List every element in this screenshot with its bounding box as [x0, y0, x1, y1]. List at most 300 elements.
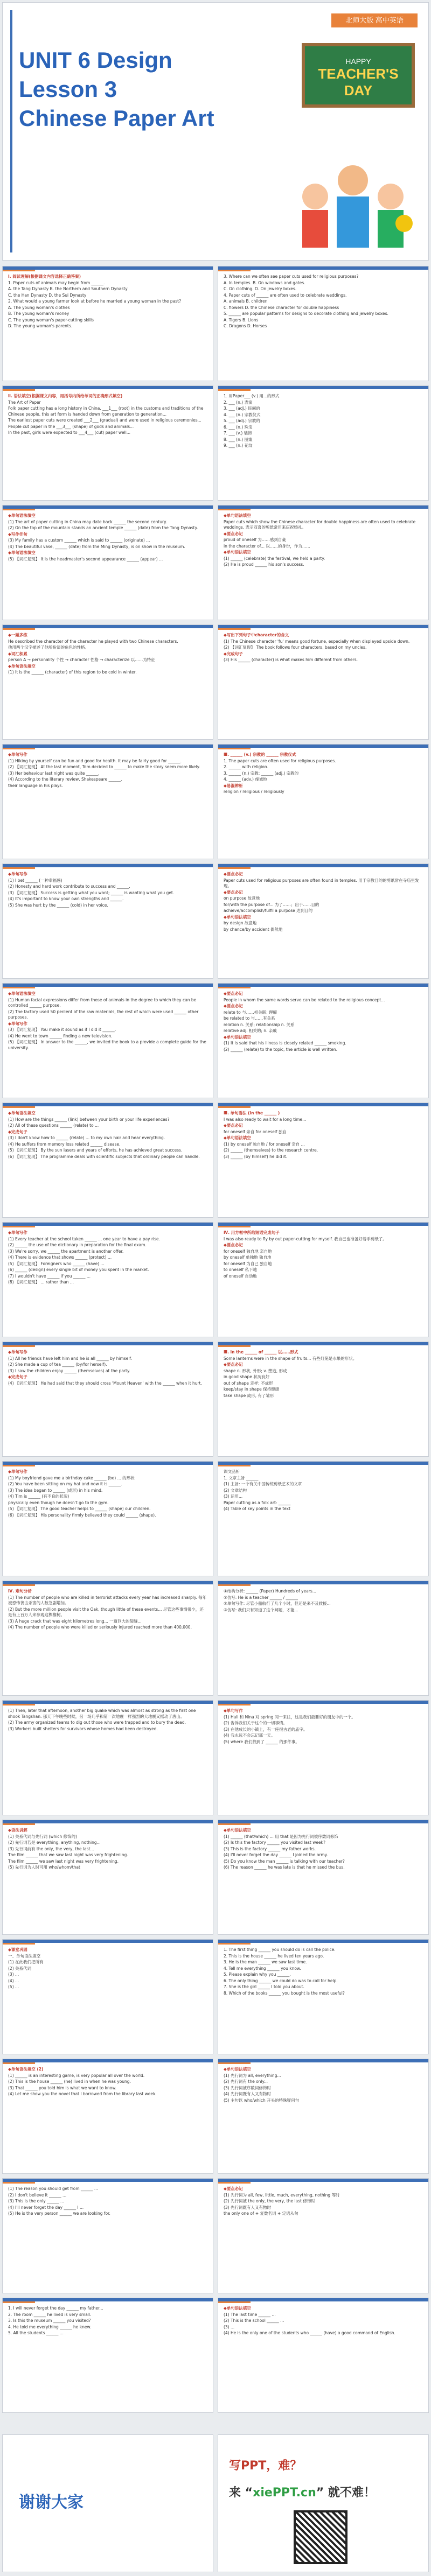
- slide-line: (2) I don't believe it ______ ...: [8, 2192, 67, 2198]
- slide-line: (4) He is the only one of the students who ______ (have) a good command of English.: [224, 2331, 395, 2335]
- slide-line: (1) The art of paper cutting in China may date back ______ the second century.: [8, 519, 167, 524]
- slide-line: (3) My family has a custom ______ which is said to ______ (originate) ...: [8, 538, 150, 543]
- slide-line: (2) 【词汇复现】 The book follows four characters, based on my uncles.: [224, 645, 367, 650]
- slide-line: relative adj. 相关的; n. 亲戚: [224, 1028, 277, 1033]
- slide-line: (5) He is the very person ______ we are looking for.: [8, 2211, 110, 2216]
- slide-line: (3) We're sorry, we ______ the apartment is another offer.: [8, 1248, 124, 1254]
- slide-accent-bar: [3, 509, 35, 510]
- promo-prefix: 来 “: [229, 2486, 253, 2500]
- slide-line: (2) You have been sitting on my hat and now it is ______.: [8, 1482, 122, 1486]
- slide-line: 4. ___ (n.) 宗教仪式: [224, 412, 261, 417]
- slide-body: [8, 1708, 207, 1807]
- slide-body: [8, 1947, 207, 2046]
- slide-accent-bar: [218, 2182, 251, 2184]
- slide: [218, 2178, 429, 2293]
- slide-line: 1. 文章主旨 ______: [224, 1475, 259, 1480]
- slide-line: (6) 【词汇复现】 His personality firmly believed they could ______ (shape).: [8, 1512, 156, 1518]
- slide-accent-bar: [3, 748, 35, 749]
- slide-line: (2) This is the school ______ ...: [224, 2318, 284, 2323]
- slide-body: [224, 394, 423, 493]
- slide-line: ◆要点必记: [224, 872, 243, 876]
- slide-line: ◆单句写作: [8, 872, 27, 876]
- slide-line: (4) He suffers from memory loss related ______ disease.: [8, 1141, 121, 1147]
- slide-line: (5) 【词汇复现】 By the sun lasers and years of efforts, he has achieved great success.: [8, 1148, 183, 1153]
- slide-line: (2) 先行词若是 everything, anything, nothing...: [8, 1840, 101, 1845]
- slide: [2, 2298, 213, 2413]
- slide-line: (5) 【词汇复现】 It is the headmaster's second appearance ______ (appear) ...: [8, 556, 163, 561]
- slide-line: by design 故意地: [224, 921, 257, 925]
- slide-accent-bar: [218, 270, 251, 271]
- slide-line: 2. The room ______ he lived is very small.: [8, 2312, 92, 2317]
- slide-line: Some lanterns were in the shape of fruits... 有些灯笼是水果的形状。: [224, 1356, 357, 1361]
- slide-line: (3) 【词汇复现】 Success is getting what you want; ______ is wanting what you get.: [8, 890, 175, 895]
- slide-body: [8, 1111, 207, 1210]
- slide-line: (2) ______ (relate) to the topic, the article is well written.: [224, 1047, 337, 1052]
- slide-line: (5) 【词汇复现】 Foreigners who ______ (have) ...: [8, 1261, 105, 1266]
- slide-line: 7. She is the girl ______ I told you about.: [224, 1984, 304, 1989]
- slide-line: their language in his plays.: [8, 783, 63, 788]
- slide-line: ◆单句语法填空: [224, 914, 251, 920]
- slide-line: ◆单句语法填空: [8, 663, 36, 669]
- slide-line: 1. 用Paper___ (v.) 用...的形式: [224, 394, 280, 398]
- slide-line: of oneself 自动地: [224, 1273, 257, 1279]
- slide-line: ◆单句写作: [8, 1021, 27, 1026]
- slide-line: (1) 在此我们把所有: [8, 1960, 44, 1964]
- slide-line: Ⅱ. 语法填空(根据课文内容，用括号内所给单词的正确形式填空): [8, 394, 123, 398]
- slide-accent-bar: [3, 270, 35, 271]
- slide-line: ◆单句语法填空: [8, 513, 36, 518]
- slide: [218, 1342, 429, 1457]
- slide: [2, 1461, 213, 1576]
- slide-accent-bar: [3, 1345, 35, 1347]
- slide-accent-bar: [218, 2301, 251, 2303]
- slide-line: (2) This is the house ______ (he) lived in when he was young.: [8, 2079, 131, 2084]
- slide-line: ◆写出下列句子中character的含义: [224, 633, 289, 637]
- slide-line: 4. ______ (adv.) 虔诚地: [224, 777, 267, 782]
- slide-line: 4. Paper cuts of ______ are often used to celebrate weddings.: [224, 292, 347, 298]
- slide-line: (1) by oneself 独自地 / for oneself 亲自 ...: [224, 1141, 305, 1147]
- slide-body: [8, 513, 207, 612]
- slide-line: 5. ___ (adj.) 宗教的: [224, 418, 260, 423]
- slide-line: 3. He is the man ______ we saw last time.: [224, 1960, 307, 1964]
- slide-line: (1) 先行词为 all, everything...: [224, 2073, 281, 2078]
- slide-line: relation n. 关系; relationship n. 关系: [224, 1022, 295, 1027]
- slide-line: A. Tigers B. Lions: [224, 317, 259, 322]
- slide-line: ◆要点必记: [224, 991, 243, 996]
- slide: [218, 1461, 429, 1576]
- slide: [2, 1700, 213, 1815]
- slide: [218, 2059, 429, 2174]
- slide-line: 1. The paper cuts are often used for religious purposes.: [224, 758, 336, 763]
- slide-line: (1) It is said that his illness is closely related ______ smoking.: [224, 1041, 346, 1045]
- slide-line: ◆要点必记: [224, 889, 243, 895]
- slide-line: 1. I will never forget the day ______ my father...: [8, 2306, 103, 2311]
- slide-line: for oneself 独自地 亲自地: [224, 1248, 272, 1254]
- slide-line: (3) 先行词被序数词修饰时: [224, 2085, 272, 2090]
- slide-line: to oneself 私下地: [224, 1267, 257, 1272]
- slide-body: [224, 2306, 423, 2405]
- slide: [2, 1939, 213, 2054]
- slide-line: (1) How are the things ______ (link) between your birth or your life experiences?: [8, 1117, 170, 1122]
- slide-line: (3) This is the only ______ ...: [8, 2199, 65, 2203]
- slide-line: C. The young woman's paper-cutting skills: [8, 317, 94, 322]
- slide: [2, 983, 213, 1098]
- slide-line: (1) Every teacher at the school taken ______ ... one year to have a pay rise.: [8, 1236, 161, 1241]
- slide-line: (2) 关系代词: [8, 1966, 32, 1971]
- slide-line: 2. What would a young farmer look at before he married a young woman in the past?: [8, 299, 182, 304]
- slide-accent-bar: [3, 1943, 35, 1945]
- slide-line: (2) She made a cup of tea ______ (by/for herself).: [8, 1362, 107, 1367]
- slide-line: (3) I saw the children enjoy ______ (themselves) at the party.: [8, 1368, 130, 1373]
- slide-line: 4. He told me everything ______ he knew.: [8, 2324, 92, 2329]
- slide-line: (1) Human facial expressions differ from those of animals in the degree to which they can be controlled ______ purpose.: [8, 997, 197, 1008]
- slide-line: ◆单句写作: [8, 1469, 27, 1474]
- slide-line: He described the character of the character he played with two Chinese characters.: [8, 638, 178, 644]
- slide: [218, 266, 429, 381]
- qr-code: [294, 2510, 347, 2564]
- slide-line: keep/stay in shape 保持健康: [224, 1387, 280, 1392]
- slide-line: D. The young woman's parents.: [8, 324, 73, 328]
- slide: [2, 864, 213, 979]
- slide-line: (3) That ______ you told him is what we want to know.: [8, 2085, 117, 2090]
- slide-line: (4) According to the literary review, Shakespeare ______.: [8, 777, 122, 782]
- slide-line: religion / religious / religiously: [224, 789, 284, 794]
- slide-line: B. The young woman's money: [8, 311, 69, 316]
- slide-line: (1) It is the ______ (character) of this region to be cold in winter.: [8, 670, 137, 675]
- slide-line: (1) The reason you should get from ______ ...: [8, 2186, 99, 2191]
- slide-line: (2) All of these questions ______ (relate) to ...: [8, 1123, 99, 1128]
- slide-line: 9. ___ (n.) 花纹: [224, 443, 253, 448]
- slide: [2, 624, 213, 740]
- slide-line: (1) ______ is an interesting game, is very popular all over the world.: [8, 2073, 145, 2078]
- slide-body: [8, 2186, 207, 2285]
- slide-line: A. the Tang Dynasty B. the Northern and Southern Dynasty: [8, 286, 128, 291]
- slide-line: (2) 告诉我们关于这个的一切事情。: [224, 1721, 288, 1725]
- slide-line: (4) Table of key points in the text: [224, 1506, 291, 1511]
- slide-line: (2) The army organized teams to dig out those who were trapped and to bury the dead.: [8, 1720, 186, 1725]
- slide-line: Ⅰ. 阅读理解(根据课文内容选择正确答案): [8, 274, 81, 279]
- slide-line: (2) But the more million people visit the Oak, though little of these events... 尽管这些事情很少，还是有上百万人来参观这棵橡树。: [8, 1606, 204, 1617]
- slide-line: A. animals B. children: [224, 299, 268, 304]
- slide-line: (2) 【词汇复现】 At the last moment, Tom decided to ______ to make the story seem more likely.: [8, 764, 200, 769]
- slide-line: A. The young woman's clothes: [8, 305, 70, 310]
- slide-line: ◆单句写作: [8, 752, 27, 757]
- slide-body: [224, 1469, 423, 1568]
- slide-line: (1) 先行词为 all, few, little, much, everything, nothing 等时: [224, 2192, 340, 2198]
- slide-line: (5) ...: [8, 1984, 19, 1989]
- slide-body: [8, 1469, 207, 1568]
- slide-body: [8, 274, 207, 373]
- slide-line: for/with the purpose of... 为了……；出于……目的: [224, 902, 319, 907]
- slide-line: ◆写作佳句: [8, 531, 27, 537]
- slide-line: person A → personality 个性 → character 性格 → characterize 以……为特征: [8, 657, 155, 662]
- slide-line: (2) On the top of the mountain stands an ancient temple ______ (date) from the Tang Dynasty.: [8, 525, 198, 530]
- slide-body: [8, 872, 207, 971]
- teachers-day-board: [302, 43, 415, 108]
- slide-line: (1) The last time ______ ...: [224, 2312, 276, 2317]
- slide-body: [224, 1947, 423, 2046]
- slide: [2, 385, 213, 501]
- slide-line: physically even though he doesn't go to the gym.: [8, 1500, 109, 1505]
- slide-line: (5) She was hurt by the ______ (cold) in her voice.: [8, 902, 108, 908]
- slide-line: ◆要点必记: [224, 2186, 243, 2191]
- slide-accent-bar: [218, 1345, 251, 1347]
- slide: [218, 1581, 429, 1696]
- slide-line: 3. Where can we often see paper cuts used for religious purposes?: [224, 274, 359, 279]
- slide-body: [8, 752, 207, 851]
- slide-line: 7. ___ (v.) 装饰: [224, 431, 252, 436]
- thanks-slide: [2, 2434, 213, 2572]
- slide-line: for oneself 亲自 for oneself 独自: [224, 1129, 287, 1134]
- slide-line: 1. The first thing ______ you should do is call the police.: [224, 1947, 336, 1952]
- slide-line: (3) I don't know how to ______ (relate) ... to my own hair and hear everything.: [8, 1135, 165, 1140]
- slide-line: 2. ___ (n.) 表演: [224, 399, 253, 405]
- slide-line: ◆完成句子: [224, 651, 243, 656]
- cover-slide: [2, 2, 429, 261]
- slide-line: (1) The number of people who are killed in terrorist attacks every year has increased sharply. 每年被恐怖袭击杀害的人数急剧增加。: [8, 1595, 207, 1605]
- slide-accent-bar: [3, 389, 35, 391]
- slide-line: (1) Hali 和 Nina 对 spring 同一来往，这是我们最要好的朋友中的一个。: [224, 1714, 356, 1719]
- slide-line: Ⅳ. 难句分析: [8, 1589, 32, 1594]
- slide-line: ◆易混辨析: [224, 783, 243, 788]
- slide-line: on purpose 故意地: [224, 896, 260, 901]
- slide-line: (4) It's important to know your own strengths and ______.: [8, 896, 124, 901]
- slide: [218, 1222, 429, 1337]
- slide-line: (3) His ______ (character) is what makes him different from others.: [224, 657, 358, 662]
- slide: [218, 2298, 429, 2413]
- slide-line: (2) Is this the factory ______ you visited last week?: [224, 1840, 325, 1845]
- slide-line: (4) He went to town ______ finding a new television.: [8, 1033, 113, 1038]
- slide-line: The earliest paper cuts were created ___2___ (gradual) and were used in religious ceremonies...: [8, 418, 201, 423]
- promo-line-2: [229, 2483, 376, 2500]
- slide-body: [8, 1230, 207, 1329]
- slide: [2, 505, 213, 620]
- slide-line: I was also ready to wait for a long time...: [224, 1117, 307, 1122]
- slide-body: [8, 394, 207, 493]
- slide-accent-bar: [3, 1106, 35, 1108]
- slide-line: (6) 【词汇复现】 The programme deals with scientific subjects that ordinary people can handle.: [8, 1154, 200, 1159]
- slide-line: (6) ______ (design) every single bit of money you spent in the market.: [8, 1267, 149, 1272]
- slide-line: (3) 先行词既有人又有物时: [224, 2205, 272, 2210]
- slide-accent-bar: [218, 1823, 251, 1825]
- slide-line: (2) The factory used 50 percent of the raw materials, the rest of which were used ______ other purposes.: [8, 1009, 199, 1020]
- slide-line: the only one of + 复数名词 + 定语从句: [224, 2211, 298, 2216]
- slide: [2, 2178, 213, 2293]
- slide-accent-bar: [218, 1106, 251, 1108]
- slide-accent-bar: [3, 1823, 35, 1825]
- slide-line: (1) Then, later that afternoon, another big quake which was almost as strong as the first one shook Tangshan. 那天下午晚些时候，另一场几乎和第一次地震一样强烈的大地震又摇动了唐山。: [8, 1708, 196, 1719]
- slide-line: (2) 文章结构: [224, 1487, 247, 1493]
- slide-line: 5. Please explain why you ______.: [224, 1972, 291, 1977]
- slide-body: [224, 1589, 423, 1688]
- slide: [2, 1103, 213, 1218]
- slide-line: ◆要点必记: [224, 1362, 243, 1367]
- slide-line: (2) Honesty and hard work contribute to success and ______.: [8, 884, 130, 889]
- slide-line: ◆要点必记: [224, 531, 243, 536]
- slide-line: ◆单句语法填空: [224, 1135, 251, 1140]
- publisher-badge: 北师大版 高中英语: [331, 13, 418, 27]
- slide-line: out of shape 走样; 不成形: [224, 1380, 273, 1386]
- slide-line: in the character of... 以……的身份，作为……: [224, 543, 310, 549]
- slide: [2, 2059, 213, 2174]
- slide-line: Ⅲ. 单句语法 (in the ______ ): [224, 1111, 280, 1115]
- slide-line: ◆单句写作: [8, 1230, 27, 1235]
- slide-line: ◆一题多练: [8, 633, 27, 637]
- slide-line: The film ______ we saw last night was very frightening.: [8, 1858, 119, 1864]
- slide-line: ◆要点必记: [224, 1123, 243, 1128]
- slide-line: The film ______ that we saw last night was very frightening.: [8, 1852, 128, 1857]
- slide-line: (2) ______ the use of the dictionary in preparation for the final exam.: [8, 1243, 147, 1247]
- slide-accent-bar: [218, 1465, 251, 1466]
- slide: [2, 744, 213, 859]
- slide-line: 8. ___ (n.) 图案: [224, 437, 253, 442]
- slide: [2, 1581, 213, 1696]
- slide: [218, 1700, 429, 1815]
- slide-line: 3. ______ (n.) 宗教; ______ (adj.) 宗教的: [224, 770, 299, 776]
- promo-line-1: 写PPT，难？: [229, 2459, 302, 2473]
- slide-line: (3) ______ (by himself) he did it.: [224, 1154, 288, 1159]
- slide-body: [224, 274, 423, 373]
- children-illustration: [283, 116, 423, 250]
- slide-line: (3) 先行词前有 the only, the very, the last...: [8, 1846, 94, 1851]
- slide-line: Paper cutting as a folk art: ______: [224, 1500, 291, 1505]
- slide-line: (4) Let me show you the novel that I borrowed from the library last week.: [8, 2091, 157, 2096]
- slide-line: ②单句写作: 尽管小船航行了几个小时，但还是来不及救援...: [224, 1601, 331, 1606]
- slide-line: (1) I bet ______ (一种幸福感): [8, 878, 62, 883]
- slide-line: (4) I'll never forget the day ______ I joined the army.: [224, 1852, 328, 1857]
- slide-line: ◆单句语法填空: [224, 2067, 251, 2072]
- slide-line: ◆单句语法填空: [224, 1828, 251, 1833]
- cover-title: [19, 46, 214, 133]
- slide-line: (4) ...: [8, 1978, 19, 1983]
- slide: [218, 624, 429, 740]
- slide-line: ◆单句语法填空: [8, 1111, 36, 1115]
- slide-line: (4) There is evidence that shows ______ (protect) ...: [8, 1255, 112, 1260]
- slide: [2, 266, 213, 381]
- cover-title-line: Chinese Paper Art: [19, 106, 214, 131]
- slide: [2, 1342, 213, 1457]
- slide: [218, 864, 429, 979]
- slide-line: (3) 运用...: [224, 1494, 243, 1499]
- slide-line: shape n. 形状, 外形; v. 塑造, 形成: [224, 1368, 287, 1373]
- slide-line: (3) A huge crack that was eight kilometres long... 一道巨大的裂缝...: [8, 1618, 142, 1624]
- slide-line: ◆单句语法填空: [224, 550, 251, 554]
- slide-accent-bar: [3, 2062, 35, 2064]
- slide-body: [224, 1708, 423, 1807]
- slide-accent-bar: [218, 1584, 251, 1586]
- cover-accent-line: [10, 10, 12, 252]
- slide-accent-bar: [218, 1704, 251, 1705]
- slide-line: Ⅲ. ______ (v.) 宗教的 ______ 宗教仪式: [224, 752, 296, 757]
- slide-line: 5. All the students ______ ...: [8, 2331, 64, 2335]
- promo-site[interactable]: xiePPT.cn: [253, 2486, 316, 2500]
- slide-line: (1) 关系代词与先行词 (which 修饰的): [8, 1834, 77, 1839]
- slide-line: (5) Do you know the man ______ is talking with our teacher?: [224, 1858, 345, 1864]
- slide-line: (3) 在他成长的小镇上，有一座很古老的庙宇。: [224, 1726, 308, 1732]
- slide-line: (1) Hiking by yourself can be fun and good for health. It may be fairly good for ______.: [8, 758, 182, 763]
- slide-accent-bar: [3, 628, 35, 630]
- slide-line: proud of oneself 为……感到自豪: [224, 537, 286, 542]
- slide-line: ◆单句语法填空: [224, 1034, 251, 1040]
- slide-body: [224, 633, 423, 732]
- slide-accent-bar: [218, 987, 251, 988]
- slide-accent-bar: [3, 867, 35, 869]
- slide-body: [224, 991, 423, 1090]
- slide-line: (4) 我永远不会忘记那一天。: [224, 1733, 275, 1738]
- slide-line: 2. ______ with religion.: [224, 764, 268, 769]
- slide-line: (2) 先行词有 the only...: [224, 2079, 268, 2084]
- slide-line: (2) He is proud ______ his son's success.: [224, 562, 304, 567]
- slide-line: (6) The reason ______ he was late is that he missed the bus.: [224, 1865, 345, 1870]
- slide-line: 6. The only thing ______ we could do was to call for help.: [224, 1978, 338, 1983]
- slide-line: (3) ...: [8, 1972, 19, 1977]
- slide-accent-bar: [218, 748, 251, 749]
- slide-line: (5) 【词汇复现】 The good teacher helps to ______ (shape) our children.: [8, 1506, 151, 1511]
- slide-line: People in whom the same words serve can be related to the religious concept...: [224, 997, 385, 1002]
- slide-line: (3) Workers built shelters for survivors whose homes had been destroyed.: [8, 1726, 158, 1731]
- slide-line: 1. Paper cuts of animals may begin from ______.: [8, 280, 105, 285]
- slide: [2, 1222, 213, 1337]
- slide-line: by oneself 单独地 独自地: [224, 1255, 272, 1260]
- slide: [218, 1820, 429, 1935]
- slide-body: [8, 2306, 207, 2405]
- slide-line: (1) ______ (celebrate) the festival, we held a party.: [224, 556, 325, 561]
- slide-body: [224, 1350, 423, 1449]
- slide-line: (3) This is the factory ______ my father works.: [224, 1846, 316, 1851]
- slide-line: (4) Tim is ______ (有不良的状况): [8, 1494, 69, 1499]
- slide: [218, 744, 429, 859]
- thanks-text: 谢谢大家: [19, 2493, 84, 2512]
- slide-accent-bar: [218, 389, 251, 391]
- slide-line: ◆完成句子: [8, 1374, 27, 1379]
- slide-line: (4) 【词汇复现】 He had said that they should cross 'Mount Heaven' with the ______ when it hurt.: [8, 1380, 202, 1386]
- slide-accent-bar: [218, 867, 251, 869]
- slide: [218, 983, 429, 1098]
- slide-accent-bar: [218, 1226, 251, 1227]
- slide-line: 3. ___ (adj.) 民间的: [224, 406, 260, 411]
- slide-line: Ⅲ. in the ______ of ______ 以……形式: [224, 1350, 298, 1354]
- slide-line: Paper cuts used for religious purposes are often found in temples. 用于宗教目的的剪纸常在寺庙里发现。: [224, 878, 419, 888]
- slide-body: [8, 1589, 207, 1688]
- slide: [218, 1103, 429, 1218]
- promo-slide: [218, 2434, 429, 2572]
- slide-line: (5) 【词汇复现】 In answer to the ______, we invited the book to a provide a complete guide for the university.: [8, 1040, 206, 1050]
- slide-accent-bar: [3, 1465, 35, 1466]
- slide-line: (2) ______ (themselves) to the research centre.: [224, 1148, 318, 1153]
- slide-body: [224, 872, 423, 971]
- slide-accent-bar: [3, 1704, 35, 1705]
- slide-line: (8) 【词汇复现】 ... rather than ...: [8, 1280, 74, 1285]
- slide-line: (4) I'll never forget the day ______ I ...: [8, 2205, 84, 2210]
- slide-line: be related to 与……有关系: [224, 1016, 275, 1021]
- slide-line: People cut paper in the ___3___ (shape) of gods and animals...: [8, 424, 134, 429]
- slide-line: 5. ______ are popular patterns for designs to decorate clothing and jewelry boxes.: [224, 311, 388, 316]
- slide-line: ◆要点必记: [224, 1243, 243, 1247]
- slide-line: 课文品析: [224, 1469, 240, 1474]
- slide: [218, 505, 429, 620]
- slide-body: [224, 1828, 423, 1927]
- slide-line: 4. Tell me everything ______ you know.: [224, 1966, 301, 1971]
- board-line-2: TEACHER'S DAY: [318, 66, 399, 99]
- slide-line: by chance/by accident 偶然地: [224, 926, 283, 932]
- slide-line: 6. ___ (n.) 珠宝: [224, 424, 253, 430]
- slide-line: for oneself 为自己 独自地: [224, 1261, 272, 1266]
- slide-line: (5) 先行词为人时可用 who/whom/that: [8, 1865, 80, 1870]
- cover-title-line: UNIT 6 Design: [19, 47, 172, 73]
- slide-body: [8, 2067, 207, 2166]
- slide-line: ◆词汇积累: [8, 651, 27, 656]
- slide-line: I was also ready to fly by out paper-cutting for myself. 我自己也准备好着手剪纸了。: [224, 1236, 387, 1241]
